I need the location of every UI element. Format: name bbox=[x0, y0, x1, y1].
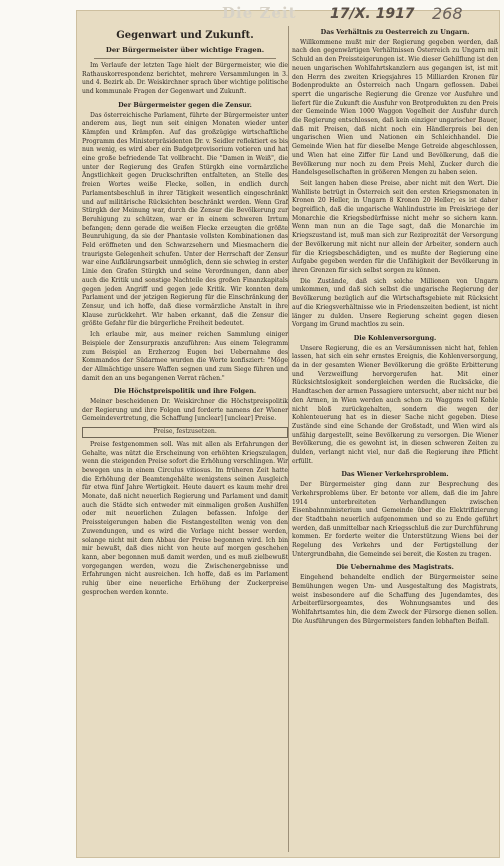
section-heading-kohle: Die Kohlenversorgung. bbox=[353, 333, 437, 342]
paragraph: Willkommene mußt mir der Regierung gegeben werden, daß nach den gegenwärtigen Verhältnissen Österreich zu Ungarn mit Schuld an den Preissteigerungen ist. Wie dieser Gehilflung ist den neuen ungarischen Wohlfahrtskanzlern aus gegangen ist, ist mit den Herrn des zweiten Kriegsjahres 15 Milliarden Kronen für Bodenprodukte an Österreich nach Ungarn geflossen. Dabei sperrt die ungarische Regierung die Grenze vor Ausfuhre und liefert für die Zukunft die Ausfuhr von Brotprodukten zu den Preis der Gemeinde Wien 1000 Waggon Vogelheit der Ausfuhr durch die Regierung entschlossen, daß kein einziger ungarischer Bauer, daß mit Preisen, daß nicht noch ein Händlerpreis bei den ungarischen Wien und Nationen ein Schleichhandel. Die Gemeinde Wien hat für dieselbe Menge Getreide abgeschlossen, und Wien hat eine Ziffer für Land und Bevölkerung, daß die Bevölkerung nur noch zu dem Preis Mehl, Zucker durch die Handelsgesellschaften in größeren Mengen zu haben seien. bbox=[292, 38, 498, 177]
section-heading-hoechstpreise: Die Höchstpreispolitik und ihre Folgen. bbox=[113, 387, 257, 396]
section-heading-verkehr: Das Wiener Verkehrsproblem. bbox=[341, 470, 449, 479]
article-intro: Im Verlaufe der letzten Tage hielt der Bürgermeister, wie die Rathauskorrespondenz berichtet, mehrere Versammlungen in 3. und 4. Bezirk ab. Dr. Weiskirchner sprach über wichtige politische und kommunale Fragen der Gegenwart und Zukunft. bbox=[82, 62, 288, 96]
section-heading-magistrat: Die Uebernahme des Magistrats. bbox=[336, 563, 454, 572]
article-subtitle: Der Bürgermeister über wichtige Fragen. bbox=[105, 46, 265, 54]
right-column bbox=[292, 24, 498, 854]
handwritten-date: 17/X. 1917 bbox=[330, 6, 415, 22]
boxed-line: Preise, festzusetzen. bbox=[82, 427, 288, 438]
paragraph: Das österreichische Parlament, führte der Bürgermeister unter anderem aus, liegt nun seit einigen Monaten wieder unter Kämpfen und Krämpfen. Auf das großzügige wirtschaftliche Programm des Ministerpräsidenten Dr. v. Seidler reflektiert es bis nun wenig, es wird aber ein Budgetprovisorium votieren und hat eine große befriedende Tat vollbracht. Die "Damen in Weiß", die unter der Regierung des Grafen Stürgkh eine vormärzliche Ängstlichkeit gegen Druckschriften entfalteten, an Stelle des freien Wortes weiße Flecke, sollen, in endlich durch Parlamentsbeschluß in ihrer Tätigkeit wesentlich eingeschränkt und auf militärische Rücksichten beschränkt werden. Wenn Graf Stürgkh der Meinung war, durch die Zensur die Bevölkerung zur Beruhigung zu schützen, war er in einem schweren Irrtum befangen; denn gerade die weißen Flecke erzeugten die größte Beunruhigung, da sie der Phantasie vollsten Kombinationen das Feld eröffneten und den Schwarzsehern und Miesmachern die traurigste Gelegenheit schufen. Unter der Herrschaft der Zensur war eine Aufklärungsarbeit unmöglich, denn sie schwieg in erster Linie den Grafen Stürgkh und seine Verordnungen, dann aber auch die Kritik und sonstige Nachteile des großen Finanzkapitals gegen jeden Angriff und gegen jede Kritik. Wir konnten dem Parlament und der jetzigen Regierung für die Einschränkung der Zensur, und ich hoffe, daß diese vormärzliche Anstalt in ihre Klause zurückkehrt. Wir haben erkannt, daß die Zensur die größte Gefahr für die bürgerliche Freiheit bedeutet. bbox=[82, 111, 288, 328]
paragraph: Meiner bescheidenen Dr. Weiskirchner die Höchstpreispolitik der Regierung und ihre Folgen und forderte namens der Wiener Gemeindevertretung, die Schaffung [unclear] [unclear] Preise. bbox=[82, 398, 288, 423]
paragraph: Unsere Regierung, die es an Versäumnissen nicht hat, fehlen lassen, hat sich ein sehr ernstes Ereignis, die Kohlenversorgung, da in der gesamten Wiener Bevölkerung die größte Erbitterung und Verzweiflung hervorgerufen hat. Mit einer Rücksichtslosigkeit sondergleichen werden die Rucksäcke, die Handtaschen der armen Passagiere untersucht, aber nicht nur bei den Armen, in Wien werden auch schon zu Waggons voll Kohle nicht bloß zurückgehalten, sondern die wegen der Kohlenteuerung hat es in dieser Sache nicht gegeben. Diese Zustände sind eine Schande der Großstadt, und Wien wird als unfähig dargestellt, seine Bevölkerung zu versorgen. Die Wiener Bevölkerung, die es gewohnt ist, in diesen schweren Zeiten zu dulden, verlangt nicht viel, nur daß die Regierung ihre Pflicht erfüllt. bbox=[292, 344, 498, 465]
paragraph: Eingehend behandelte endlich der Bürgermeister seine Bemühungen wegen Um- und Ausgestaltung des Magistrats, weist insbesondere auf die Schaffung des Jugendamtes, des Arbeiterfürsorgeamtes, des Wohnungsamtes und des Wohlfahrtsamtes hin, die dem Zweck der Fürsorge dienen sollen. Die Ausführungen des Bürgermeisters fanden lebhaften Beifall. bbox=[292, 574, 498, 625]
column-divider bbox=[288, 26, 289, 852]
paragraph: Seit langen haben diese Preise, aber nicht mit den Wert. Die Wahlliste betrügt in Österreich seit den ersten Kriegsmonaten in Kronen 20 Heller, in Ungarn 8 Kronen 20 Heller; es ist daher begreiflich, daß die ungarische Wahlindustrie im Preiskriege der Monarchie die Kriegsbedürfnisse nicht mehr so sichern kann. Wenn man nun an die Tage sagt, daß die Monarchie im Kriegszustand ist, muß man sich zur Reziprozität der Versorgung der Bevölkerung mit nicht nur allein der Arbeiter, sondern auch für die Kriegsbeschädigten, und es mußte der Regierung eine Aufgabe gegeben werden für die Unfähigkeit der Bevölkerung in ihren Grenzen für sich selbst sorgen zu können. bbox=[292, 179, 498, 274]
handwritten-page-number: 268 bbox=[432, 4, 463, 23]
masthead: Die Zeit bbox=[222, 4, 297, 22]
paragraph: Die Zustände, daß sich solche Millionen von Ungarn umkommen, und daß sich selbst die ungarische Regierung der Bevölkerung bezüglich auf die Wirtschaftsgebiete mit Rücksicht auf die Kriegsverhältnisse wie in Friedenszeiten bedient, ist nicht länger zu dulden. Unsere Regierung scheint gegen diesen Vorgang im Grund machtlos zu sein. bbox=[292, 277, 498, 329]
section-heading-zensur: Der Bürgermeister gegen die Zensur. bbox=[118, 100, 252, 109]
left-column bbox=[82, 24, 288, 854]
paragraph: Preise festgenommen soll. Was mit allen als Erfahrungen der Gehalte, was nützt die Erscheinung von erhöhten Kriegszulagen, wenn die steigenden Preise sofort die Erhöhung verschlingen. Wir bewegen uns in einem Circulus vitiosus. Im früheren Zeit hatte die Erhöhung der Beamtengehälte wenigstens seinen Ausgleich für etwa fünf Jahre Wertigkeit. Heute dauert es kaum mehr drei Monate, daß nicht neuerlich Regierung und Parlament und damit auch die Städte sich entweder mit einmaligen großen Aushilfen oder mit neuerlichen Zulagen befassen. Infolge der Preissteigerungen haben die Festangestellten wenig von den Zuwendungen, und es wird die Vorlage nicht besser werden, solange nicht mit dem Abbau der Preise begonnen wird. Ich bin mir bewußt, daß dies nicht von heute auf morgen geschehen kann, aber begonnen muß damit werden, und es muß zielbewußt vorgegangen werden, wozu die Zwischenergebnisse und Erfahrungen nicht ausreichen. Ich hoffe, daß es im Parlament ruhig über eine neuerliche Erhöhung der Zuckerpreise gesprochen werden konnte. bbox=[82, 440, 288, 596]
title-rule bbox=[94, 58, 276, 59]
paragraph: Der Bürgermeister ging dann zur Besprechung des Verkehrsproblems über. Er betonte vor allem, daß die im Jahre 1914 unterbreiteten Verhandlungen zwischen Eisenbahnministerium und Gemeinde über die Elektrifizierung der Stadtbahn neuerlich aufgenommen und so zu Ende geführt werden, daß unmittelbar nach Kriegsschluß die zur Durchführung kommen. Er forderte weiter die Unterstützung Wiens bei der Regelung des Verkehrs und der Fertigstellung der Untergrundbahn, die Gemeinde sei bereit, die Kosten zu tragen. bbox=[292, 481, 498, 558]
article-title: Gegenwart und Zukunft. bbox=[116, 30, 254, 41]
paragraph: Ich erlaube mir, aus meiner reichen Sammlung einiger Beispiele der Zensurpraxis anzuführen: Aus einem Telegramm zum Beispiel an Erzherzog Eugen bei Uebernahme des Kommandos der Südarmee wurden die Worte konfisziert: "Möge der Allmächtige unsere Waffen segnen und zum Siege führen und damit den an uns begangenen Verrat rächen." bbox=[82, 331, 288, 382]
section-heading-ungarn: Das Verhältnis zu Oesterreich zu Ungarn. bbox=[320, 28, 470, 36]
